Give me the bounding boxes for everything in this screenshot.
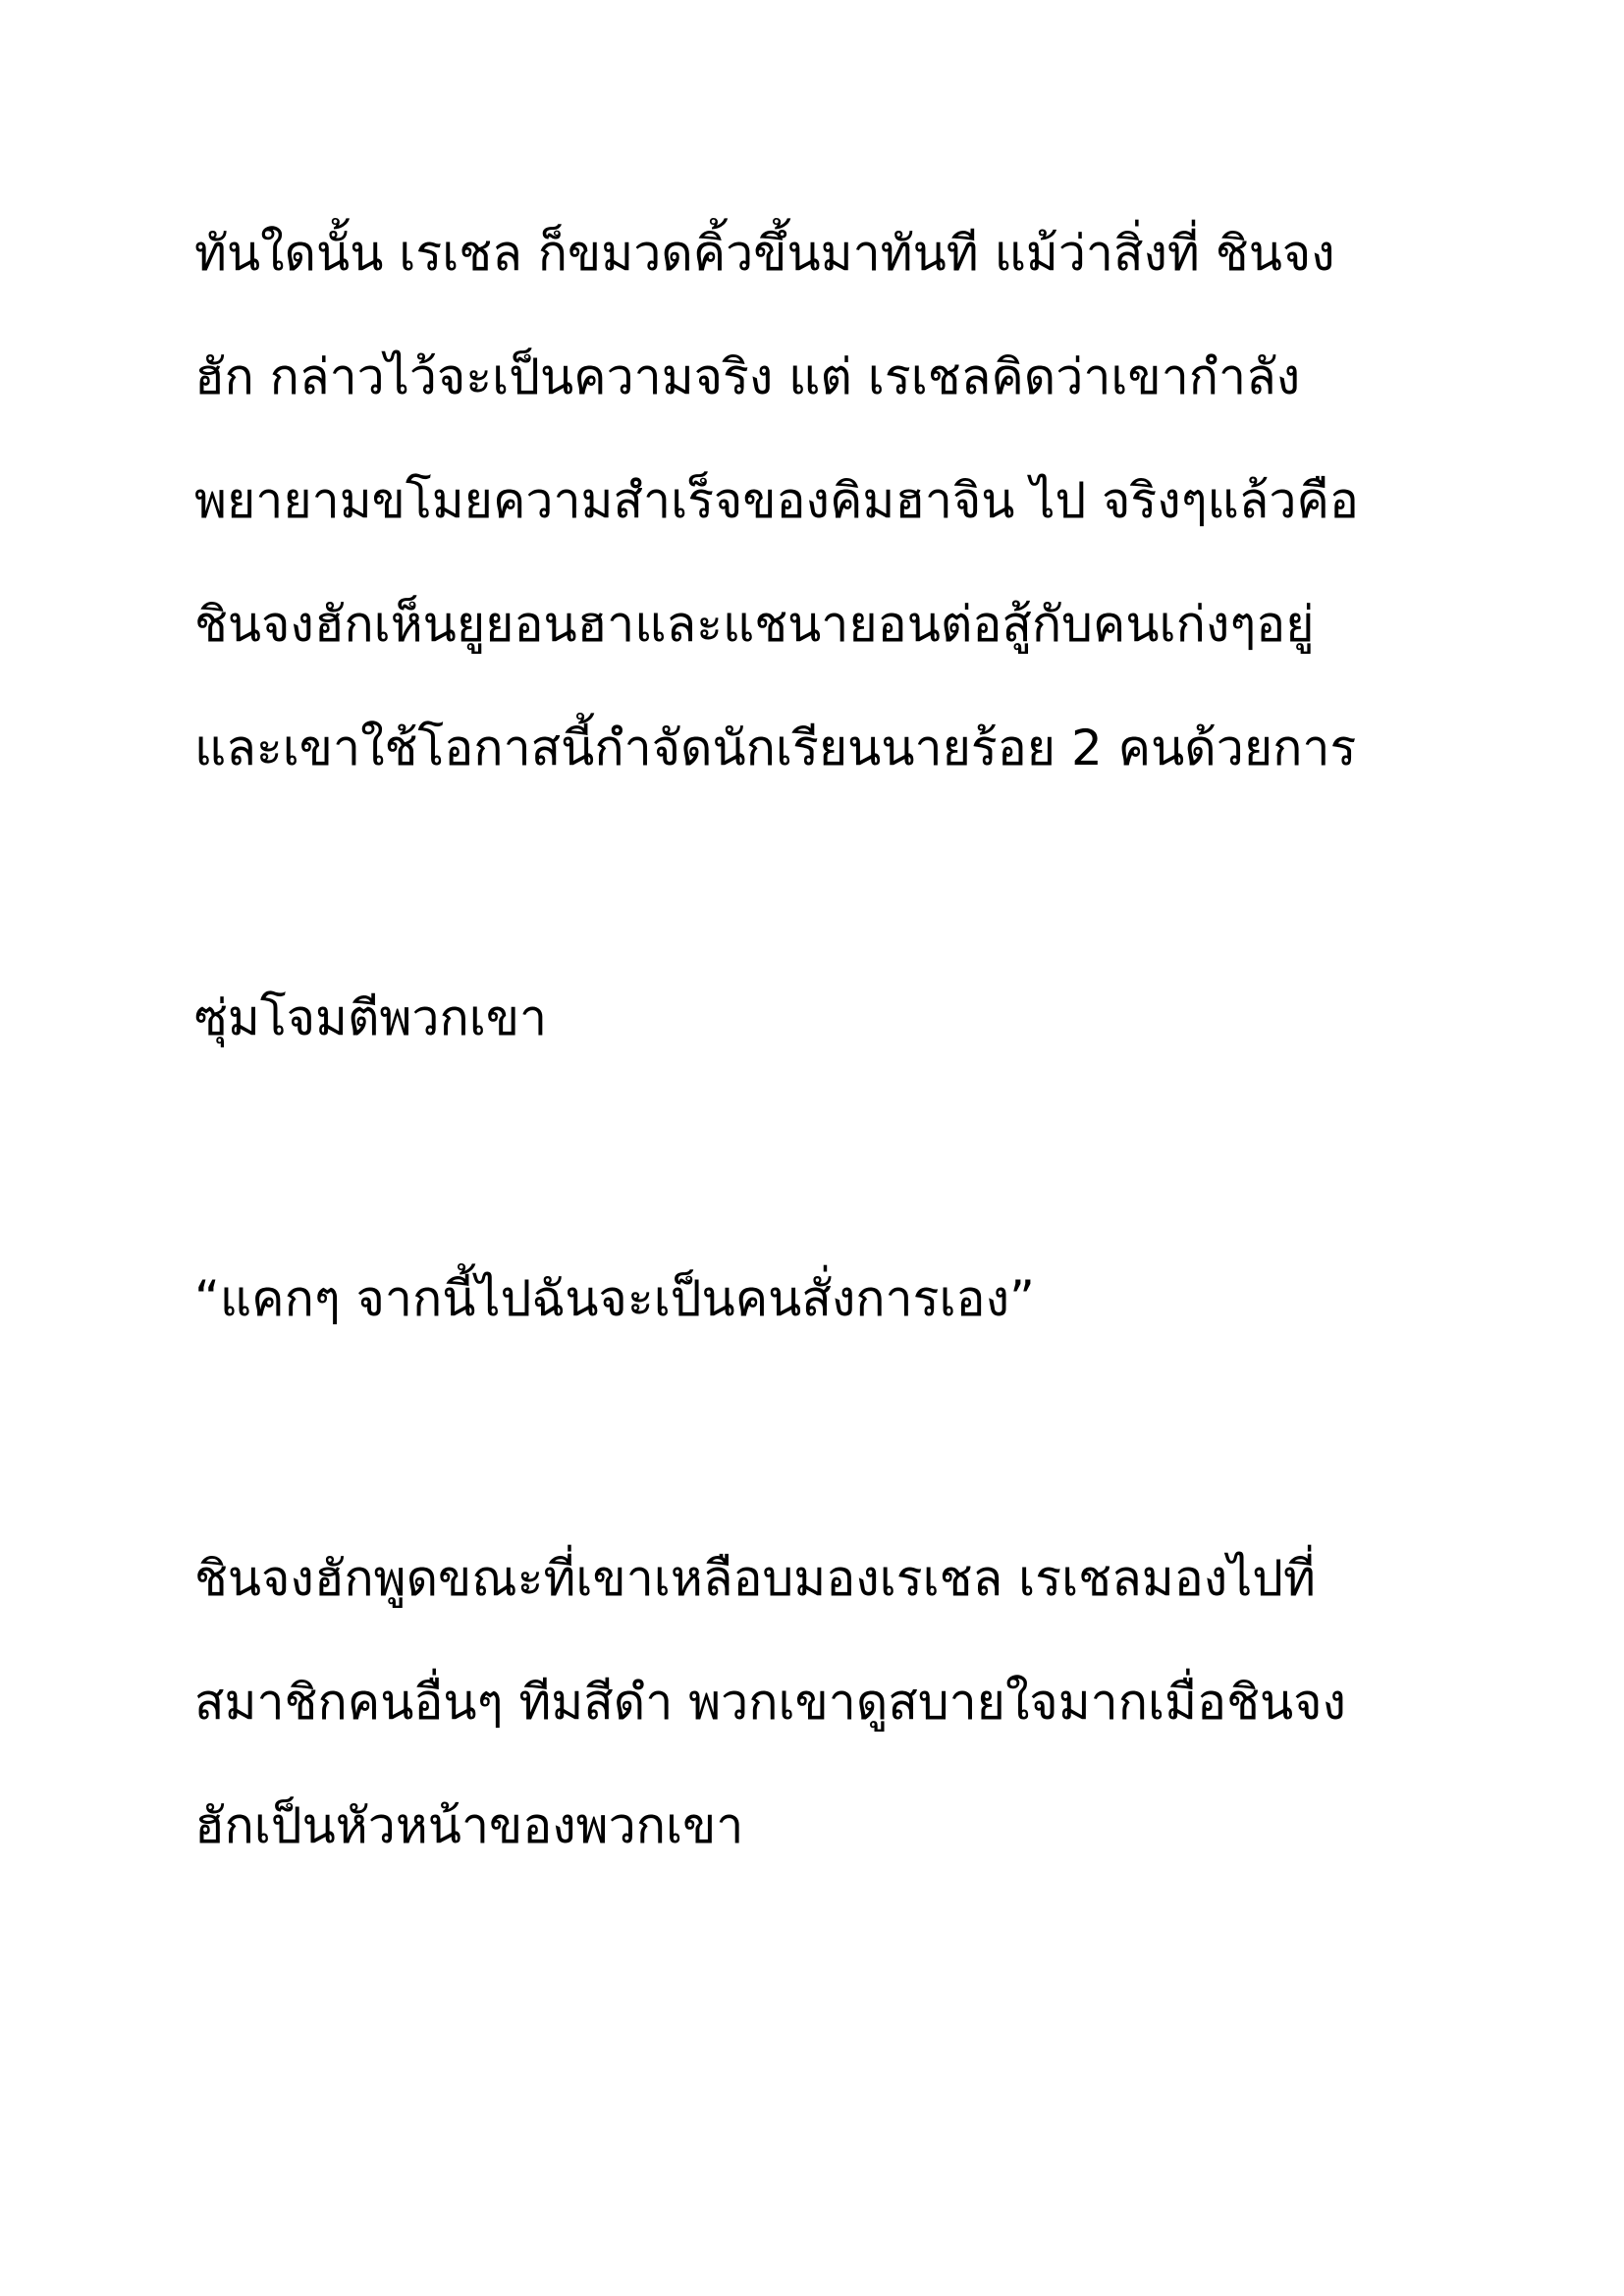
- text-line: ชินจงฮักพูดขณะที่เขาเหลือบมองเรเชล เรเชลมองไปที่: [194, 1550, 1316, 1607]
- text-line: พยายามขโมยความสำเร็จของคิมฮาจิน ไป จริงๆแล้วคือ: [194, 472, 1359, 529]
- text-line: ทันใดนั้น เรเชล ก็ขมวดคิ้วขึ้นมาทันที แม้ว่าสิ่งที่ ชินจง: [194, 225, 1335, 282]
- text-line: สมาชิกคนอื่นๆ ทีมสีดำ พวกเขาดูสบายใจมากเมื่อชินจง: [194, 1674, 1346, 1731]
- text-line: ฮักเป็นหัวหน้าของพวกเขา: [194, 1797, 744, 1854]
- text-line: และเขาใช้โอกาสนี้กำจัดนักเรียนนายร้อย 2 คนด้วยการ: [194, 720, 1357, 776]
- text-line: ซุ่มโจมตีพวกเขา: [194, 989, 548, 1046]
- dialogue-line: “แคกๆ จากนี้ไปฉันจะเป็นคนสั่งการเอง”: [194, 1270, 1035, 1327]
- text-line: ชินจงฮักเห็นยูยอนฮาและแชนายอนต่อสู้กับคนเก่งๆอยู่: [194, 596, 1315, 653]
- text-line: ฮัก กล่าวไว้จะเป็นความจริง แต่ เรเชลคิดว่าเขากำลัง: [194, 348, 1301, 405]
